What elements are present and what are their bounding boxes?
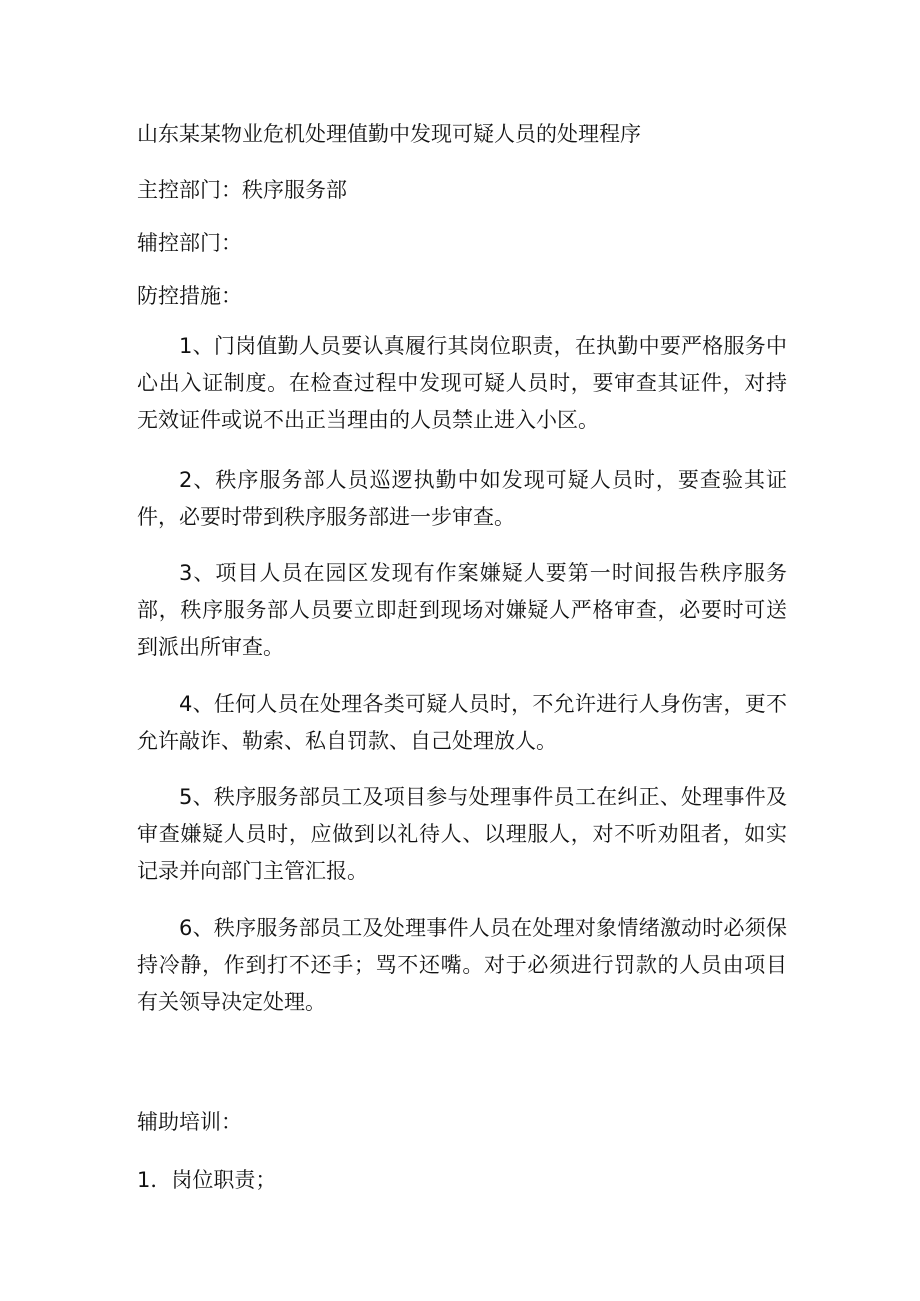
training-heading: 辅助培训：: [137, 1110, 242, 1134]
measure-item-2: 2、秩序服务部人员巡逻执勤中如发现可疑人员时，要查验其证件，必要时带到秩序服务部进一步审查。: [137, 468, 787, 529]
main-department: 主控部门：秩序服务部: [137, 178, 347, 202]
aux-department: 辅控部门：: [137, 231, 242, 255]
document-title: 山东某某物业危机处理值勤中发现可疑人员的处理程序: [137, 122, 641, 146]
measure-item-1: 1、门岗值勤人员要认真履行其岗位职责，在执勤中要严格服务中心出入证制度。在检查过程中发现可疑人员时，要审查其证件，对持无效证件或说不出正当理由的人员禁止进入小区。: [137, 334, 787, 432]
training-item-1: 1．岗位职责；: [137, 1168, 277, 1192]
measure-item-3: 3、项目人员在园区发现有作案嫌疑人要第一时间报告秩序服务部，秩序服务部人员要立即赶到现场对嫌疑人严格审查，必要时可送到派出所审查。: [137, 561, 787, 659]
measures-heading: 防控措施：: [137, 284, 242, 308]
measure-item-6: 6、秩序服务部员工及处理事件人员在处理对象情绪激动时必须保持冷静，作到打不还手；骂不还嘴。对于必须进行罚款的人员由项目有关领导决定处理。: [137, 916, 787, 1014]
measure-item-4: 4、任何人员在处理各类可疑人员时，不允许进行人身伤害，更不允许敲诈、勒索、私自罚款、自己处理放人。: [137, 692, 787, 753]
measure-item-5: 5、秩序服务部员工及项目参与处理事件员工在纠正、处理事件及审查嫌疑人员时，应做到以礼待人、以理服人，对不听劝阻者，如实记录并向部门主管汇报。: [137, 785, 787, 883]
